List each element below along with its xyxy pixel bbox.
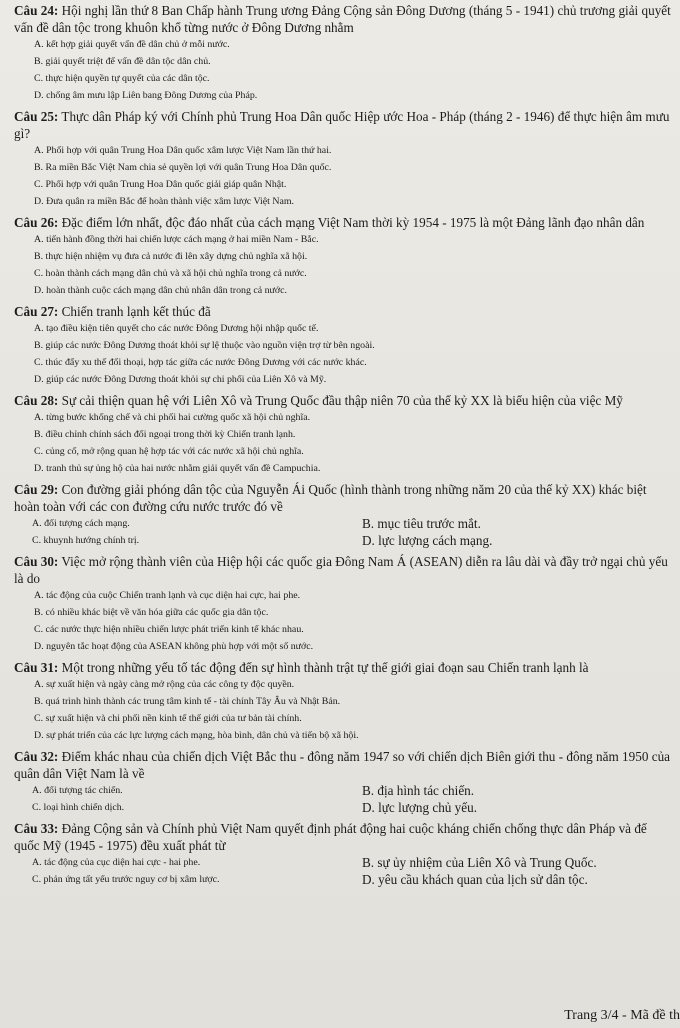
option-b[interactable]: B. giúp các nước Đông Dương thoát khỏi sự lệ thuộc vào nguồn viện trợ từ bên ngoài. [34,340,375,351]
option-c[interactable]: C. Phối hợp với quân Trung Hoa Dân quốc giải giáp quân Nhật. [34,179,287,190]
question-text: Đặc điểm lớn nhất, độc đáo nhất của cách mạng Việt Nam thời kỳ 1954 - 1975 là một Đảng lãnh đạo nhân dân [61,215,645,230]
question-28 [14,392,672,477]
question-text: Chiến tranh lạnh kết thúc đã [61,304,211,319]
option-d[interactable]: D. hoàn thành cuộc cách mạng dân chủ nhân dân trong cả nước. [34,285,287,296]
option-a[interactable]: A. tạo điều kiện tiên quyết cho các nước Đông Dương hội nhập quốc tế. [34,323,319,334]
question-text: Đảng Cộng sản và Chính phủ Việt Nam quyết định phát động hai cuộc kháng chiến chống thực dân Pháp và đế quốc Mỹ (1945 - 1975) đều xuất phát từ [14,821,647,853]
option-d[interactable]: D. sự phát triển của các lực lượng cách mạng, hòa bình, dân chủ và tiến bộ xã hội. [34,730,359,741]
question-label: Câu 29: [14,482,59,497]
option-c[interactable]: C. các nước thực hiện nhiều chiến lược phát triển kinh tế khác nhau. [34,624,304,635]
option-a[interactable]: A. Phối hợp với quân Trung Hoa Dân quốc xâm lược Việt Nam lần thứ hai. [34,145,332,156]
question-label: Câu 30: [14,554,59,569]
question-stem [14,820,672,854]
option-a[interactable]: A. kết hợp giải quyết vấn đề dân chủ ở mỗi nước. [34,39,230,50]
question-33 [14,820,672,888]
question-label: Câu 28: [14,393,59,408]
question-31 [14,659,672,744]
question-label: Câu 33: [14,821,59,836]
question-label: Câu 24: [14,3,59,18]
option-b[interactable]: B. quá trình hình thành các trung tâm kinh tế - tài chính Tây Âu và Nhật Bản. [34,696,341,707]
option-c[interactable]: C. thúc đẩy xu thế đối thoại, hợp tác giữa các nước Đông Dương với các nước khác. [34,357,367,368]
option-d[interactable]: D. yêu cầu khách quan của lịch sử dân tộc. [362,872,588,887]
question-text: Hội nghị lần thứ 8 Ban Chấp hành Trung ương Đảng Cộng sản Đông Dương (tháng 5 - 1941) chủ trương giải quyết vấn đề dân tộc trong khuôn khổ từng nước ở Đông Dương nhằm [14,3,671,35]
option-b[interactable]: B. mục tiêu trước mắt. [362,516,481,531]
question-stem [14,214,672,231]
question-text: Điểm khác nhau của chiến dịch Việt Bắc thu - đông năm 1947 so với chiến dịch Biên giới thu - đông năm 1950 của quân dân Việt Nam là về [14,749,671,781]
question-stem [14,553,672,587]
option-a[interactable]: A. sự xuất hiện và ngày càng mở rộng của các công ty độc quyền. [34,679,295,690]
option-b[interactable]: B. điều chỉnh chính sách đối ngoại trong thời kỳ Chiến tranh lạnh. [34,429,296,440]
option-a[interactable]: A. đối tượng cách mạng. [32,518,130,529]
question-text: Việc mở rộng thành viên của Hiệp hội các quốc gia Đông Nam Á (ASEAN) diễn ra lâu dài và đầy trở ngại chủ yếu là do [14,554,668,586]
question-26 [14,214,672,299]
question-stem [14,748,672,782]
options-grid [14,854,672,888]
question-stem [14,2,672,36]
option-d[interactable]: D. nguyên tắc hoạt động của ASEAN không phù hợp với một số nước. [34,641,314,652]
question-label: Câu 25: [14,109,59,124]
page-footer: Trang 3/4 - Mã đề th [564,1008,680,1023]
question-25 [14,108,672,210]
option-d[interactable]: D. tranh thủ sự ủng hộ của hai nước nhằm giải quyết vấn đề Campuchia. [34,463,321,474]
option-a[interactable]: A. đối tượng tác chiến. [32,785,123,796]
question-text: Sự cải thiện quan hệ với Liên Xô và Trung Quốc đầu thập niên 70 của thế kỷ XX là biểu hiện của việc Mỹ [61,393,623,408]
question-label: Câu 32: [14,749,59,764]
question-label: Câu 31: [14,660,59,675]
options-grid [14,782,672,816]
option-c[interactable]: C. khuynh hướng chính trị. [32,535,140,546]
question-stem [14,303,672,320]
question-stem [14,108,672,142]
question-label: Câu 26: [14,215,59,230]
option-c[interactable]: C. hoàn thành cách mạng dân chủ và xã hội chủ nghĩa trong cả nước. [34,268,307,279]
question-stem [14,659,672,676]
question-text: Thực dân Pháp ký với Chính phủ Trung Hoa Dân quốc Hiệp ước Hoa - Pháp (tháng 2 - 1946) để thực hiện âm mưu gì? [14,109,670,141]
option-c[interactable]: C. sự xuất hiện và chi phối nền kinh tế thế giới của tư bản tài chính. [34,713,302,724]
option-c[interactable]: C. củng cố, mở rộng quan hệ hợp tác với các nước xã hội chủ nghĩa. [34,446,304,457]
question-text: Một trong những yếu tố tác động đến sự hình thành trật tự thế giới giai đoạn sau Chiến tranh lạnh là [61,660,589,675]
option-d[interactable]: D. giúp các nước Đông Dương thoát khỏi sự chi phối của Liên Xô và Mỹ. [34,374,327,385]
question-label: Câu 27: [14,304,59,319]
option-b[interactable]: B. Ra miền Bắc Việt Nam chia sẻ quyền lợi với quân Trung Hoa Dân quốc. [34,162,332,173]
option-b[interactable]: B. sự ủy nhiệm của Liên Xô và Trung Quốc. [362,855,597,870]
question-text: Con đường giải phóng dân tộc của Nguyễn Ái Quốc (hình thành trong những năm 20 của thế kỷ XX) khác biệt hoàn toàn với các con đường cứu nước trước đó về [14,482,647,514]
option-a[interactable]: A. từng bước khống chế và chi phối hai cường quốc xã hội chủ nghĩa. [34,412,311,423]
option-a[interactable]: A. tác động của cuộc Chiến tranh lạnh và cục diện hai cực, hai phe. [34,590,301,601]
option-c[interactable]: C. thực hiện quyền tự quyết của các dân tộc. [34,73,210,84]
option-b[interactable]: B. địa hình tác chiến. [362,783,475,798]
option-a[interactable]: A. tác động của cục diện hai cực - hai phe. [32,857,201,868]
question-27 [14,303,672,388]
question-29 [14,481,672,549]
option-d[interactable]: D. lực lượng cách mạng. [362,533,493,548]
option-c[interactable]: C. loại hình chiến dịch. [32,802,125,813]
option-d[interactable]: D. chống âm mưu lập Liên bang Đông Dương của Pháp. [34,90,258,101]
question-stem [14,392,672,409]
option-d[interactable]: D. lực lượng chủ yếu. [362,800,478,815]
option-b[interactable]: B. có nhiều khác biệt về văn hóa giữa các quốc gia dân tộc. [34,607,269,618]
option-b[interactable]: B. thực hiện nhiệm vụ đưa cả nước đi lên xây dựng chủ nghĩa xã hội. [34,251,308,262]
option-b[interactable]: B. giải quyết triệt để vấn đề dân tộc dân chủ. [34,56,211,67]
question-32 [14,748,672,816]
question-stem [14,481,672,515]
options-grid [14,515,672,549]
option-d[interactable]: D. Đưa quân ra miền Bắc để hoàn thành việc xâm lược Việt Nam. [34,196,295,207]
option-c[interactable]: C. phản ứng tất yếu trước nguy cơ bị xâm lược. [32,874,220,885]
option-a[interactable]: A. tiến hành đồng thời hai chiến lược cách mạng ở hai miền Nam - Bắc. [34,234,319,245]
question-30 [14,553,672,655]
question-24 [14,2,672,104]
